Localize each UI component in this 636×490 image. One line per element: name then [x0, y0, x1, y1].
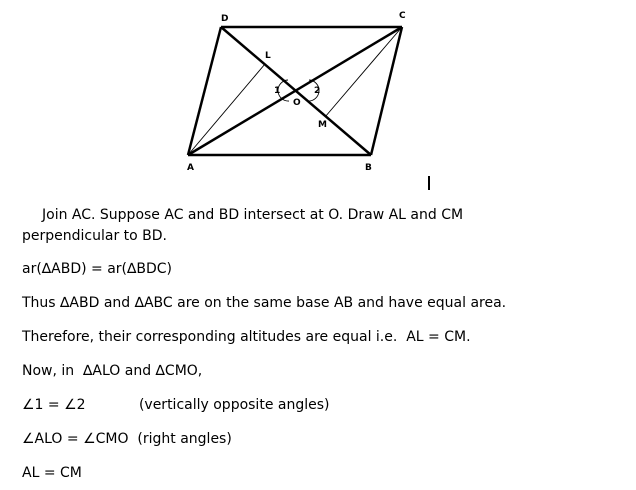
statement-altitudes: Therefore, their corresponding altitudes are equal i.e. AL = CM. [22, 329, 471, 345]
statement-right-angles: ∠ALO = ∠CMO (right angles) [22, 431, 232, 447]
label-angle-2: 2 [314, 86, 321, 96]
label-c: C [399, 11, 406, 21]
label-l: L [265, 51, 271, 61]
statement-triangles: Now, in ∆ALO and ∆CMO, [22, 363, 203, 379]
statement-same-base: Thus ∆ABD and ∆ABC are on the same base AB and have equal area. [22, 295, 507, 311]
paragraph-line-2: perpendicular to BD. [22, 228, 167, 244]
label-o: O [293, 98, 301, 108]
label-b: B [365, 163, 372, 173]
statement-al-cm: AL = CM [22, 465, 82, 481]
paragraph-line-1: Join AC. Suppose AC and BD intersect at O. Draw AL and CM [42, 207, 464, 223]
diagonal-bd [221, 27, 371, 155]
label-a: A [187, 163, 194, 173]
side-bc [371, 27, 402, 155]
label-m: M [318, 120, 327, 130]
parallelogram-diagram [0, 0, 636, 200]
equation-area: ar(∆ABD) = ar(∆BDC) [22, 261, 173, 277]
label-angle-1: 1 [274, 86, 281, 96]
statement-angles-1-2: ∠1 = ∠2 (vertically opposite angles) [22, 397, 330, 413]
label-d: D [221, 14, 229, 24]
text-cursor [428, 176, 430, 190]
